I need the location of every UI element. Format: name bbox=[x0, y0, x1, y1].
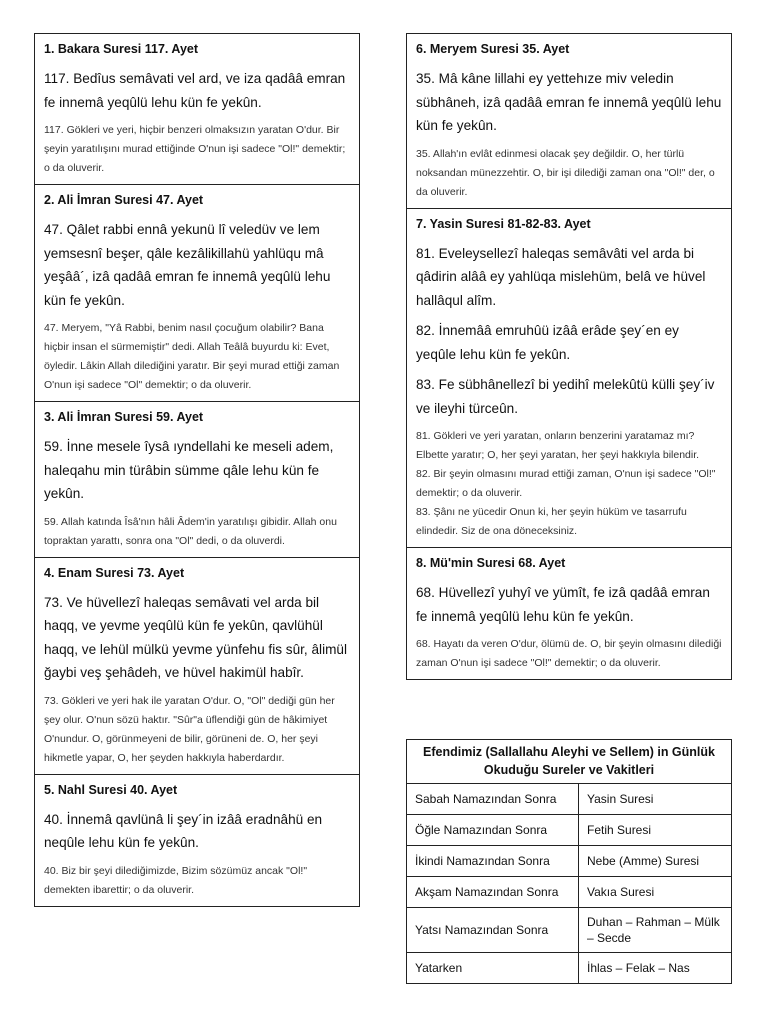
verse-transliteration bbox=[44, 435, 350, 506]
transliteration-line: 73. Ve hüvellezî haleqas semâvati vel arda bil haqq, ve yevme yeqûlü kün fe yekûn, qavlühül haqq, ve lehül mülkü yevme yünfehu fis sûr, âlimül ğaybi veş şehâdeh, ve hüvel hakimül habîr. bbox=[44, 594, 347, 680]
time-cell: Yatarken bbox=[407, 953, 579, 983]
meaning-line: 68. Hayatı da veren O'dur, ölümü de. O, bir şeyin olmasını dilediği zaman O'nun işi sadece "Ol!" demektir; o da oluverir. bbox=[416, 638, 722, 669]
table-row bbox=[407, 815, 731, 846]
verse-title: 8. Mü'min Suresi 68. Ayet bbox=[416, 556, 566, 570]
transliteration-line: 68. Hüvellezî yuhyî ve yümît, fe izâ qadââ emran fe innemâ yeqûlü lehu kün fe yekûn. bbox=[416, 585, 710, 624]
transliteration-line: 35. Mâ kâne lillahi ey yettehıze miv veledin sübhâneh, izâ qadââ emran fe innemâ yeqûlü lehu kün fe yekûn. bbox=[416, 71, 722, 133]
verse-transliteration bbox=[44, 591, 350, 685]
sura-cell: Duhan – Rahman – Mülk – Secde bbox=[587, 915, 720, 945]
daily-sura-schedule-table bbox=[406, 739, 732, 984]
verse-meaning bbox=[44, 692, 350, 768]
verse-title: 5. Nahl Suresi 40. Ayet bbox=[44, 782, 178, 797]
verse-title: 6. Meryem Suresi 35. Ayet bbox=[416, 42, 570, 56]
time-cell: Yatsı Namazından Sonra bbox=[407, 908, 579, 952]
transliteration-line: 59. İnne mesele îysâ ıyndellahi ke meseli adem, haleqahu min türâbin sümme qâle lehu kün fe yekûn. bbox=[44, 439, 334, 501]
meaning-line: 82. Bir şeyin olmasını murad ettiği zaman, O'nun işi sadece "Ol!" demektir; o da oluverir. bbox=[416, 468, 716, 499]
verse-title: 4. Enam Suresi 73. Ayet bbox=[44, 565, 185, 580]
meaning-line: 83. Şânı ne yücedir Onun ki, her şeyin hüküm ve tasarrufu elindedir. Siz de ona döneceksiniz. bbox=[416, 506, 687, 537]
verse-transliteration bbox=[44, 218, 350, 312]
verse-card bbox=[406, 33, 732, 209]
table-row bbox=[407, 877, 731, 908]
schedule-title: Efendimiz (Sallallahu Aleyhi ve Sellem) in Günlük Okuduğu Sureler ve Vakitleri bbox=[407, 740, 731, 784]
time-cell: Öğle Namazından Sonra bbox=[407, 815, 579, 845]
meaning-line: 73. Gökleri ve yeri hak ile yaratan O'dur. O, "Ol" dediği gün her şey olur. O'nun sözü haktır. "Sûr"a üflendiği gün de hâkimiyet O'nundur. O, görünmeyeni de bilir, görüneni de. O, her şeyi hikmetle yapar, O, her şeyden hakkıyla haberdardır. bbox=[44, 694, 335, 764]
verse-transliteration bbox=[44, 67, 350, 114]
verse-meaning bbox=[416, 145, 722, 202]
verse-card bbox=[34, 401, 360, 558]
meaning-line: 47. Meryem, "Yâ Rabbi, benim nasıl çocuğum olabilir? Bana hiçbir insan el sürmemiştir" dedi. Allah Teâlâ buyurdu ki: Evet, öyledir. Lâkin Allah dilediğini yaratır. Bir şeyi murad ettiği zaman O'nun işi sadece "Ol" demektir; o da oluverir. bbox=[44, 322, 340, 391]
verse-card bbox=[34, 184, 360, 402]
table-row bbox=[407, 908, 731, 953]
verse-meaning bbox=[44, 121, 350, 178]
verse-title: 7. Yasin Suresi 81-82-83. Ayet bbox=[416, 216, 591, 231]
verse-meaning bbox=[44, 862, 350, 900]
verse-card bbox=[406, 547, 732, 680]
verse-transliteration bbox=[416, 67, 722, 138]
transliteration-line: 83. Fe sübhânellezî bi yedihî melekûtü külli şey´iv ve ileyhi türceûn. bbox=[416, 377, 715, 416]
table-row bbox=[407, 846, 731, 877]
meaning-line: 40. Biz bir şeyi dilediğimizde, Bizim sözümüz ancak "Ol!" demekten ibarettir; o da oluverir. bbox=[44, 864, 308, 896]
verse-card bbox=[406, 208, 732, 549]
verse-meaning bbox=[416, 427, 722, 541]
verse-title: 2. Ali İmran Suresi 47. Ayet bbox=[44, 193, 204, 207]
left-column bbox=[34, 34, 360, 907]
verse-transliteration bbox=[416, 242, 722, 421]
sura-cell: İhlas – Felak – Nas bbox=[587, 961, 690, 975]
sura-cell: Vakıa Suresi bbox=[587, 885, 655, 899]
right-column bbox=[406, 34, 732, 680]
verse-card bbox=[34, 557, 360, 775]
verse-title: 3. Ali İmran Suresi 59. Ayet bbox=[44, 410, 204, 424]
meaning-line: 117. Gökleri ve yeri, hiçbir benzeri olmaksızın yaratan O'dur. Bir şeyin yaratılışını murad ettiğinde O'nun işi sadece "Ol!" demektir; o da oluverir. bbox=[44, 124, 346, 174]
transliteration-line: 40. İnnemâ qavlünâ li şey´in izââ eradnâhü en neqûle lehu kün fe yekûn. bbox=[44, 811, 323, 850]
sura-cell: Fetih Suresi bbox=[587, 823, 652, 837]
transliteration-line: 117. Bedîus semâvati vel ard, ve iza qadââ emran fe innemâ yeqûlü lehu kün fe yekûn. bbox=[44, 71, 346, 110]
time-cell: Sabah Namazından Sonra bbox=[407, 784, 579, 814]
transliteration-line: 47. Qâlet rabbi ennâ yekunü lî veledüv ve lem yemsesnî beşer, qâle kezâlikillahü yahlüqu mâ yeşââ´, izâ qadââ emran fe innemâ yeqûlü lehu kün fe yekûn. bbox=[44, 222, 331, 308]
transliteration-line: 81. Eveleysellezî haleqas semâvâti vel arda bi qâdirin alââ ey yahlüqa mislehüm, belâ ve hüvel hallâqul alîm. bbox=[416, 245, 706, 308]
meaning-line: 59. Allah katında Îsâ'nın hâli Âdem'in yaratılışı gibidir. Allah onu topraktan yarattı, sonra ona "Ol" dedi, o da oluverdi. bbox=[44, 515, 337, 547]
verse-meaning bbox=[44, 319, 350, 395]
verse-card bbox=[34, 33, 360, 185]
time-cell: Akşam Namazından Sonra bbox=[407, 877, 579, 907]
sura-cell: Yasin Suresi bbox=[587, 792, 654, 806]
meaning-line: 35. Allah'ın evlât edinmesi olacak şey değildir. O, her türlü noksandan münezzehtir. O, bir işi dilediği zaman ona "Ol!" der, o da oluverir. bbox=[416, 147, 715, 198]
verse-transliteration bbox=[44, 808, 350, 855]
sura-cell: Nebe (Amme) Suresi bbox=[587, 854, 700, 868]
meaning-line: 81. Gökleri ve yeri yaratan, onların benzerini yaratamaz mı? Elbette yaratır; O, her şeyi yaratan, her şeyi hakkıyla bilendir. bbox=[416, 430, 700, 461]
transliteration-line: 82. İnnemââ emruhûü izââ erâde şey´en ey yeqûle lehu kün fe yekûn. bbox=[416, 323, 679, 362]
verse-title: 1. Bakara Suresi 117. Ayet bbox=[44, 42, 199, 56]
verse-card bbox=[34, 774, 360, 907]
table-row bbox=[407, 784, 731, 815]
verse-meaning bbox=[44, 513, 350, 551]
verse-meaning bbox=[416, 635, 722, 673]
verse-transliteration bbox=[416, 581, 722, 628]
table-row bbox=[407, 953, 731, 983]
time-cell: İkindi Namazından Sonra bbox=[407, 846, 579, 876]
